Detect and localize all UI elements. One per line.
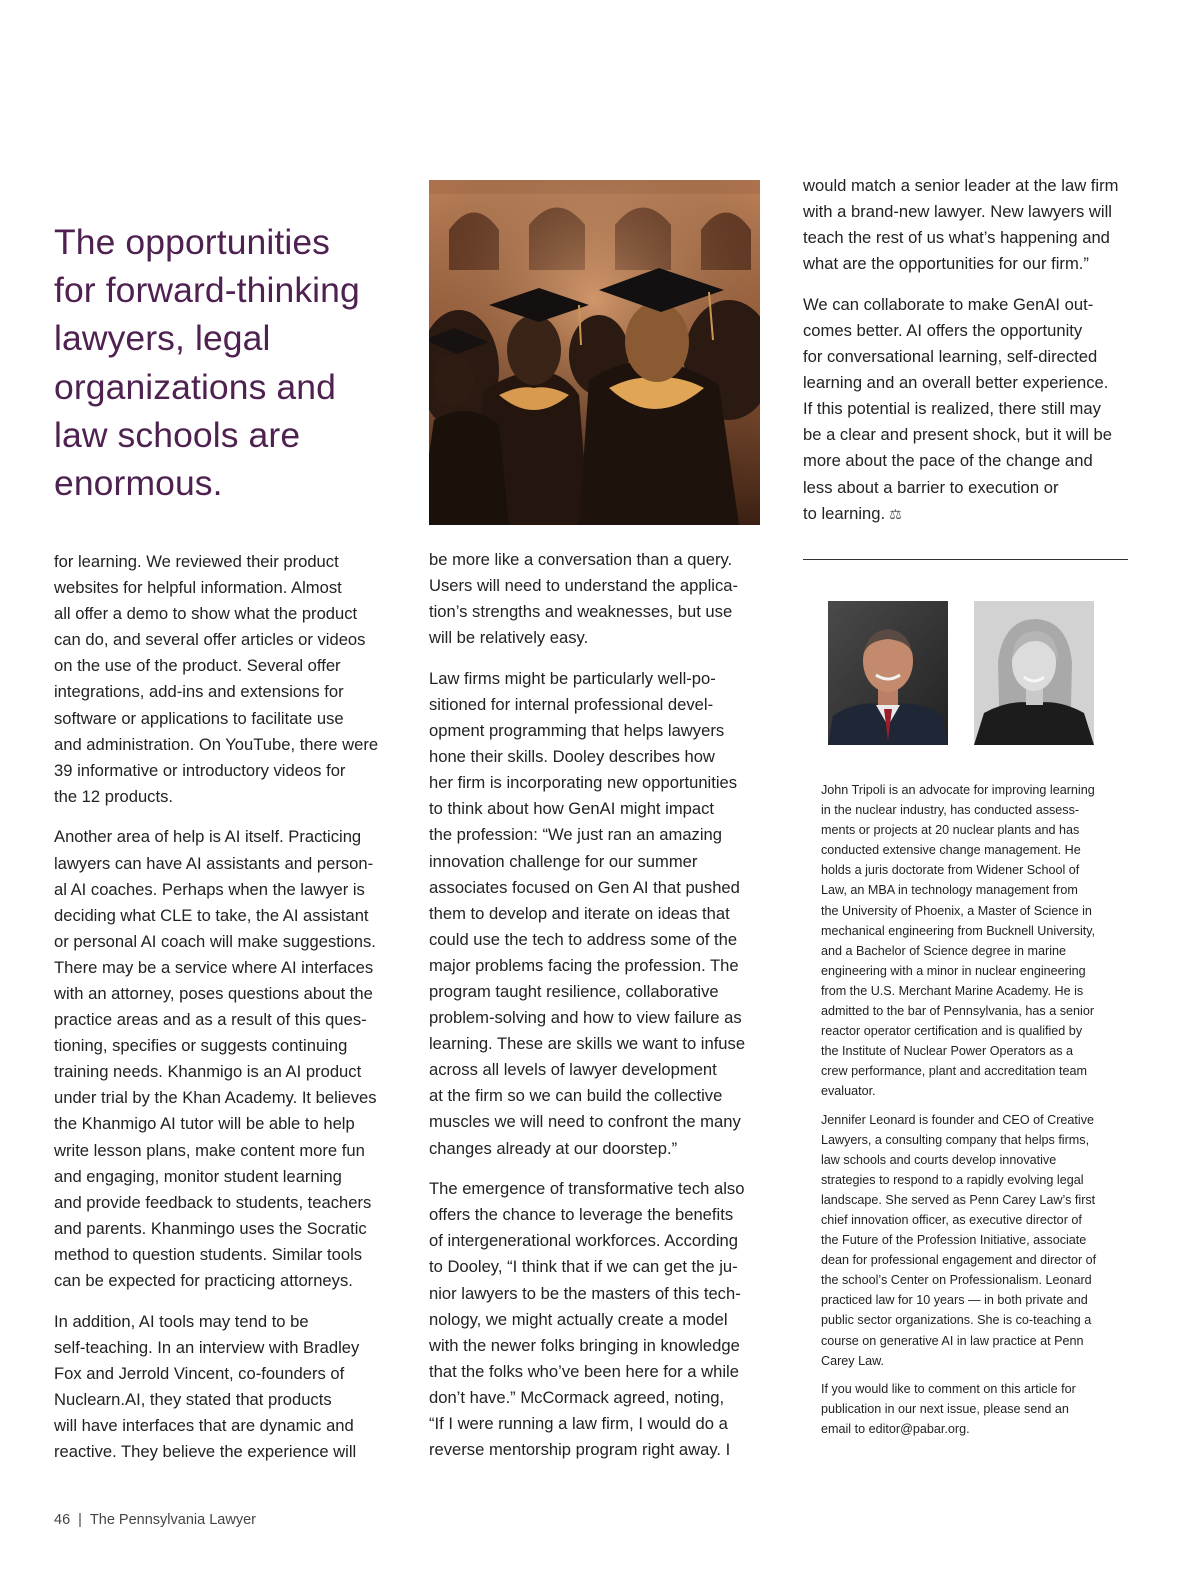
footer-separator: | (78, 1512, 82, 1528)
pull-quote-line: The opportunities (54, 222, 331, 262)
author-headshot-john-tripoli (828, 601, 948, 745)
body-paragraph: Another area of help is AI itself. Practicing lawyers can have AI assistants and person- al AI coaches. Perhaps when the lawyer is deciding what CLE to take, the AI assistant or personal AI coach will make suggestions. There may be a service where AI interfaces with an attorney, poses questions about the practice areas and as a result of this ques- tioning, specifies or suggests continuing training needs. Khanmigo is an AI product under trial by the Khan Academy. It believes the Khanmigo AI tutor will be able to help write lesson plans, make content more fun and engaging, monitor student learning and provide feedback to students, teachers and parents. Khanmingo uses the Socratic method to question students. Similar tools can be expected for practicing attorneys. (54, 827, 377, 1291)
closing-paragraph-text: We can collaborate to make GenAI out- comes better. AI offers the opportunity for conversational learning, self-directed learning and an overall better experience. If this potential is realized, there still may be a clear and present shock, but it will be more about the pace of the change and less about a barrier to execution or to learning. (803, 294, 1113, 523)
publication-name: The Pennsylvania Lawyer (89, 1512, 256, 1528)
bio-paragraph-john-tripoli: John Tripoli is an advocate for improving learning in the nuclear industry, has conducted assess- ments or projects at 20 nuclear plants and has conducted extensive change management. He holds a juris doctorate from Widener School of Law, an MBA in technology management from the University of Phoenix, a Master of Science in mechanical engineering from Bucknell University, and a Bachelor of Science degree in marine engineering with a minor in nuclear engineering from the U.S. Merchant Marine Academy. He is admitted to the bar of Pennsylvania, has a senior reactor operator certification and is qualified by the Institute of Nuclear Power Operators as a crew performance, plant and accreditation team evaluator. (821, 783, 1096, 1099)
pull-quote-line: lawyers, legal (54, 318, 271, 359)
body-paragraph: The emergence of transformative tech also offers the chance to leverage the benefits of intergenerational workforces. According to Dooley, “I think that if we can get the ju- nior lawyers to be the masters of this tech- nology, we might actually create a model with the newer folks bringing in knowledge that the folks who’ve been here for a while don’t have.” McCormack agreed, noting, “If I were running a law firm, I would do a reverse mentorship program right away. I (429, 1179, 745, 1460)
pull-quote-line: law schools are (54, 414, 301, 455)
body-paragraph: In addition, AI tools may tend to be self-teaching. In an interview with Bradley Fox and Jerrold Vincent, co-founders of Nuclearn.AI, they stated that products will have interfaces that are dynamic and reactive. They believe the experience will (54, 1311, 360, 1462)
comment-invitation: If you would like to comment on this article for publication in our next issue, please send an email to editor@pabar.org. (821, 1381, 1076, 1436)
page-footer (54, 1512, 256, 1528)
body-paragraph: would match a senior leader at the law firm with a brand-new lawyer. New lawyers will teach the rest of us what’s happening and what are the opportunities for our firm.” (803, 176, 1119, 274)
body-paragraph: for learning. We reviewed their product websites for helpful information. Almost all offer a demo to show what the product can do, and several offer articles or videos on the use of the product. Several offer integrations, add-ins and extensions for software or applications to facilitate use and administration. On YouTube, there were 39 informative or introductory videos for the 12 products. (54, 552, 379, 806)
body-paragraph (803, 292, 1143, 527)
graduates-photo (429, 180, 760, 525)
body-paragraph: Law firms might be particularly well-po- sitioned for internal professional devel- opment programming that helps lawyers hone their skills. Dooley describes how her firm is incorporating new opportunities to think about how GenAI might impact the profession: “We just ran an amazing innovation challenge for our summer associates focused on Gen AI that pushed them to develop and iterate on ideas that could use the tech to address some of the major problems facing the profession. The program taught resilience, collaborative problem-solving and how to view failure as learning. These are skills we want to infuse across all levels of lawyer development at the firm so we can build the collective muscles we will need to confront the many changes already at our doorstep.” (429, 668, 746, 1158)
pull-quote-line: for forward-thinking (54, 270, 360, 311)
pull-quote-line: organizations and (54, 366, 336, 407)
scales-icon: ⚖ (889, 505, 902, 522)
section-divider (803, 559, 1128, 560)
pull-quote-line: enormous. (54, 463, 223, 504)
pull-quote (54, 218, 394, 507)
author-bios (821, 780, 1121, 1447)
body-paragraph: be more like a conversation than a query. Users will need to understand the applica- tion’s strengths and weaknesses, but use will be relatively easy. (429, 550, 739, 648)
body-column-1 (54, 549, 394, 1480)
page-number: 46 (54, 1512, 71, 1528)
body-column-2 (429, 547, 769, 1478)
body-column-3 (803, 173, 1143, 541)
author-headshot-jennifer-leonard (974, 601, 1094, 745)
bio-paragraph-jennifer-leonard: Jennifer Leonard is founder and CEO of Creative Lawyers, a consulting company that helps firms, law schools and courts develop innovative strategies to respond to a rapidly evolving legal landscape. She served as Penn Carey Law’s first chief innovation officer, as executive director of the Future of the Profession Initiative, associate dean for professional engagement and director of the school’s Center on Professionalism. Leonard practiced law for 10 years — in both private and public sector organizations. She is co-teaching a course on generative AI in law practice at Penn Carey Law. (821, 1112, 1097, 1368)
